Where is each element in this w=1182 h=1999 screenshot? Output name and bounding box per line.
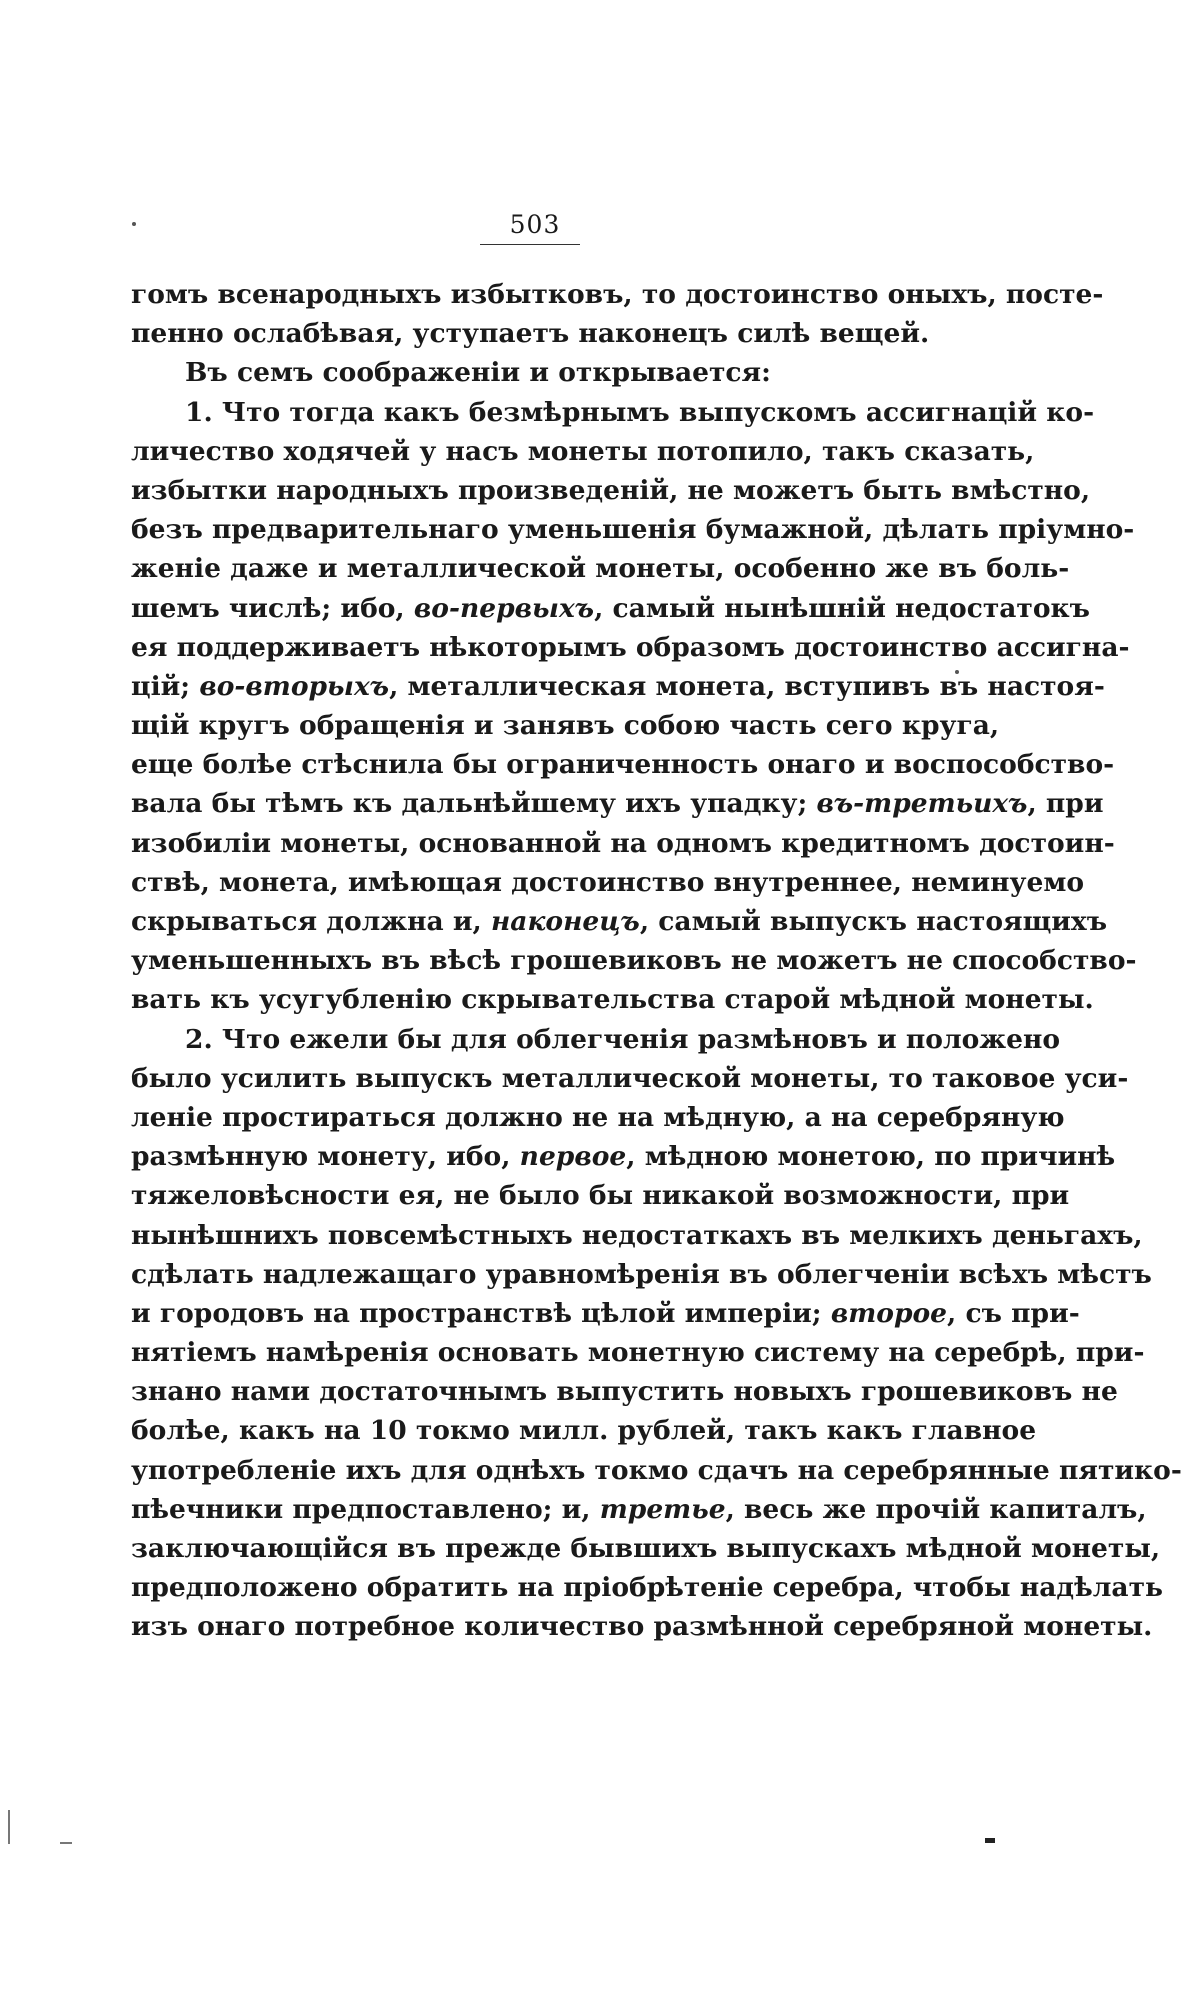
italic-text: въ-третьихъ (816, 788, 1028, 820)
text-segment: , весь же прочій капиталъ, (725, 1493, 1147, 1525)
text-line (131, 471, 1091, 510)
text-segment: уменьшенныхъ въ вѣсѣ грошевиковъ не можетъ не способство- (131, 945, 1137, 977)
scan-edge-mark (60, 1842, 72, 1844)
text-segment: , самый нынѣшній недостатокъ (594, 592, 1090, 624)
text-segment: ствѣ, монета, имѣющая достоинство внутреннее, неминуемо (131, 866, 1085, 898)
text-line (131, 510, 1135, 549)
text-segment: женіе даже и металлической монеты, особенно же въ боль- (131, 553, 1070, 585)
text-segment: шемъ числѣ; ибо, (131, 592, 414, 624)
text-segment: безъ предварительнаго уменьшенія бумажной, дѣлать пріумно- (131, 514, 1135, 546)
text-segment: леніе простираться должно не на мѣдную, а на серебряную (131, 1101, 1065, 1133)
text-line (131, 314, 930, 353)
italic-text: третье (599, 1493, 726, 1525)
text-segment: 2. Что ежели бы для облегченія размѣновъ и положено (185, 1023, 1061, 1055)
text-line (131, 1451, 1182, 1490)
text-line (131, 706, 1000, 745)
text-segment: избытки народныхъ произведеній, не можетъ быть вмѣстно, (131, 474, 1091, 506)
page-number: 503 (509, 210, 561, 239)
text-line (131, 549, 1070, 588)
text-segment: личество ходячей у насъ монеты потопило, такъ сказать, (131, 435, 1035, 467)
text-line (131, 1568, 1163, 1607)
text-segment: ея поддерживаетъ нѣкоторымъ образомъ достоинство ассигна- (131, 631, 1130, 663)
italic-text: во-первыхъ (413, 592, 595, 624)
text-line (131, 941, 1137, 980)
text-segment: нынѣшнихъ повсемѣстныхъ недостаткахъ въ мелкихъ деньгахъ, (131, 1219, 1143, 1251)
text-line (131, 393, 1095, 432)
text-segment: вала бы тѣмъ къ дальнѣйшему ихъ упадку; (131, 788, 817, 820)
text-line (131, 980, 1094, 1019)
text-line (131, 1372, 1118, 1411)
text-line (131, 1607, 1153, 1646)
text-line (131, 1294, 1080, 1333)
text-segment: , мѣдною монетою, по причинѣ (626, 1141, 1116, 1173)
text-segment: болѣе, какъ на 10 токмо милл. рублей, такъ какъ главное (131, 1415, 1037, 1447)
text-segment: еще болѣе стѣснила бы ограниченность онаго и воспособство- (131, 749, 1115, 781)
text-line (131, 432, 1035, 471)
italic-text: наконецъ (490, 906, 640, 937)
page-number-rule (480, 244, 580, 245)
scan-edge-mark (985, 1838, 995, 1843)
scan-edge-mark (8, 1810, 10, 1844)
text-segment: Въ семъ соображеніи и открывается: (185, 357, 771, 389)
text-segment: пенно ослабѣвая, уступаетъ наконецъ силѣ вещей. (131, 318, 930, 350)
text-segment: заключающійся въ прежде бывшихъ выпускахъ мѣдной монеты, (131, 1533, 1161, 1564)
text-line (131, 1529, 1161, 1568)
text-line (131, 1098, 1065, 1137)
margin-speck (132, 222, 136, 226)
text-segment: гомъ всенародныхъ избытковъ, то достоинство оныхъ, посте- (131, 279, 1104, 310)
text-segment: , при (1027, 788, 1104, 820)
italic-text: первое (519, 1141, 627, 1173)
text-segment: , самый выпускъ настоящихъ (639, 906, 1108, 937)
text-segment: вать къ усугубленію скрывательства старой мѣдной монеты. (131, 984, 1094, 1016)
italic-text: второе (830, 1297, 948, 1329)
text-segment: нятіемъ намѣренія основать монетную систему на серебрѣ, при- (131, 1337, 1145, 1369)
text-line (131, 628, 1130, 667)
text-segment: 1. Что тогда какъ безмѣрнымъ выпускомъ ассигнацій ко- (185, 396, 1095, 428)
text-segment: было усилить выпускъ металлической монеты, то таковое уси- (131, 1062, 1129, 1094)
text-line (131, 1176, 1070, 1215)
text-line (131, 902, 1108, 941)
text-segment: цій; (131, 670, 200, 702)
text-segment: тяжеловѣсности ея, не было бы никакой возможности, при (131, 1180, 1070, 1212)
text-line (131, 667, 1105, 706)
text-segment: щій кругъ обращенія и занявъ собою часть сего круга, (131, 710, 1000, 742)
text-line (131, 1255, 1152, 1294)
text-segment: пѣечники предпоставлено; и, (131, 1493, 600, 1525)
text-line (131, 589, 1090, 628)
text-line (131, 1137, 1116, 1176)
text-segment: изобиліи монеты, основанной на одномъ кредитномъ достоин- (131, 827, 1115, 859)
body-text (131, 275, 1182, 1647)
text-segment: скрываться должна и, (131, 906, 491, 937)
text-line (131, 1490, 1147, 1529)
text-line (131, 353, 924, 392)
text-line (131, 1216, 1143, 1255)
text-line (131, 1020, 1061, 1059)
text-line (131, 784, 1104, 823)
text-segment: размѣнную монету, ибо, (131, 1141, 520, 1173)
text-segment: , съ при- (947, 1297, 1080, 1329)
text-line (131, 824, 1115, 863)
text-segment: предположено обратить на пріобрѣтеніе серебра, чтобы надѣлать (131, 1572, 1163, 1604)
text-segment: знано нами достаточнымъ выпустить новыхъ грошевиковъ не (131, 1376, 1118, 1408)
text-segment: , металлическая монета, вступивъ въ настоя- (389, 670, 1105, 702)
italic-text: во-вторыхъ (199, 670, 390, 702)
text-segment: изъ онаго потребное количество размѣнной серебряной монеты. (131, 1611, 1153, 1643)
text-line (131, 1411, 1037, 1450)
text-segment: употребленіе ихъ для однѣхъ токмо сдачъ на серебрянные пятико- (131, 1454, 1182, 1486)
text-line (131, 1333, 1145, 1372)
text-line (131, 745, 1115, 784)
text-segment: и городовъ на пространствѣ цѣлой имперіи; (131, 1297, 831, 1329)
text-line (131, 1059, 1129, 1098)
text-line (131, 275, 1104, 314)
text-segment: сдѣлать надлежащаго уравномѣренія въ облегченіи всѣхъ мѣстъ (131, 1258, 1152, 1290)
text-line (131, 863, 1085, 902)
